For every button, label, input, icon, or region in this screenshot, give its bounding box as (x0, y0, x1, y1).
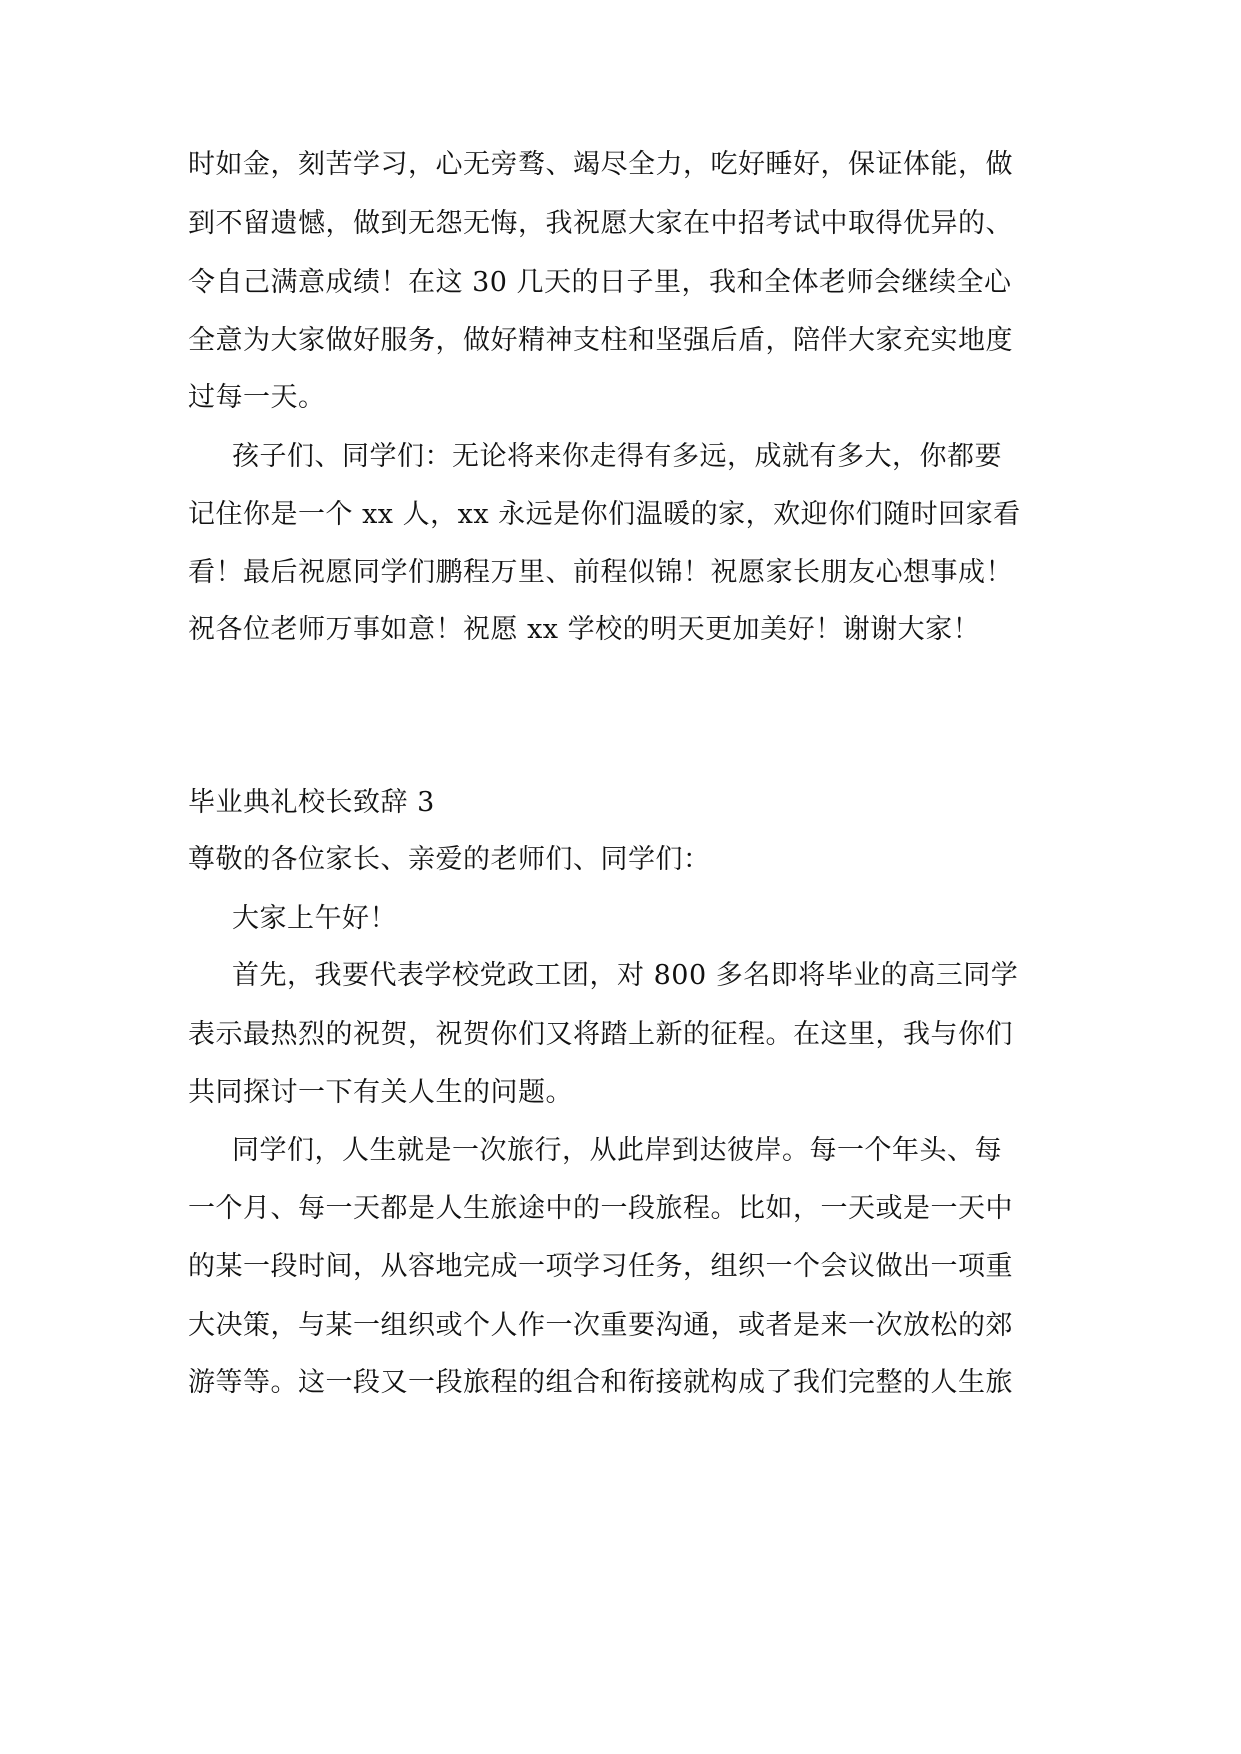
section-heading: 毕业典礼校长致辞 3 (188, 787, 435, 818)
text-line: 令自己满意成绩！在这 30 几天的日子里，我和全体老师会继续全心 (188, 267, 1012, 298)
paragraph-start: 同学们，人生就是一次旅行，从此岸到达彼岸。每一个年头、每 (232, 1135, 1002, 1166)
paragraph-start: 孩子们、同学们：无论将来你走得有多远，成就有多大，你都要 (232, 441, 1002, 472)
text-line: 到不留遗憾，做到无怨无悔，我祝愿大家在中招考试中取得优异的、 (188, 208, 1013, 239)
text-line: 记住你是一个 xx 人，xx 永远是你们温暖的家，欢迎你们随时回家看 (188, 499, 1021, 530)
text-line: 表示最热烈的祝贺，祝贺你们又将踏上新的征程。在这里，我与你们 (188, 1019, 1013, 1050)
text-line: 过每一天。 (188, 382, 326, 413)
salutation: 尊敬的各位家长、亲爱的老师们、同学们： (188, 844, 711, 875)
text-line: 全意为大家做好服务，做好精神支柱和坚强后盾，陪伴大家充实地度 (188, 325, 1013, 356)
paragraph-start: 首先，我要代表学校党政工团，对 800 多名即将毕业的高三同学 (232, 960, 1019, 991)
text-line: 大决策，与某一组织或个人作一次重要沟通，或者是来一次放松的郊 (188, 1310, 1013, 1341)
text-line: 游等等。这一段又一段旅程的组合和衔接就构成了我们完整的人生旅 (188, 1367, 1013, 1398)
text-line: 一个月、每一天都是人生旅途中的一段旅程。比如，一天或是一天中 (188, 1193, 1013, 1224)
text-line: 看！最后祝愿同学们鹏程万里、前程似锦！祝愿家长朋友心想事成！ (188, 557, 1013, 588)
greeting: 大家上午好！ (232, 903, 397, 934)
text-line: 共同探讨一下有关人生的问题。 (188, 1077, 573, 1108)
text-line: 时如金，刻苦学习，心无旁骛、竭尽全力，吃好睡好，保证体能，做 (188, 149, 1013, 180)
text-line: 祝各位老师万事如意！祝愿 xx 学校的明天更加美好！谢谢大家！ (188, 614, 981, 645)
text-line: 的某一段时间，从容地完成一项学习任务，组织一个会议做出一项重 (188, 1251, 1013, 1282)
